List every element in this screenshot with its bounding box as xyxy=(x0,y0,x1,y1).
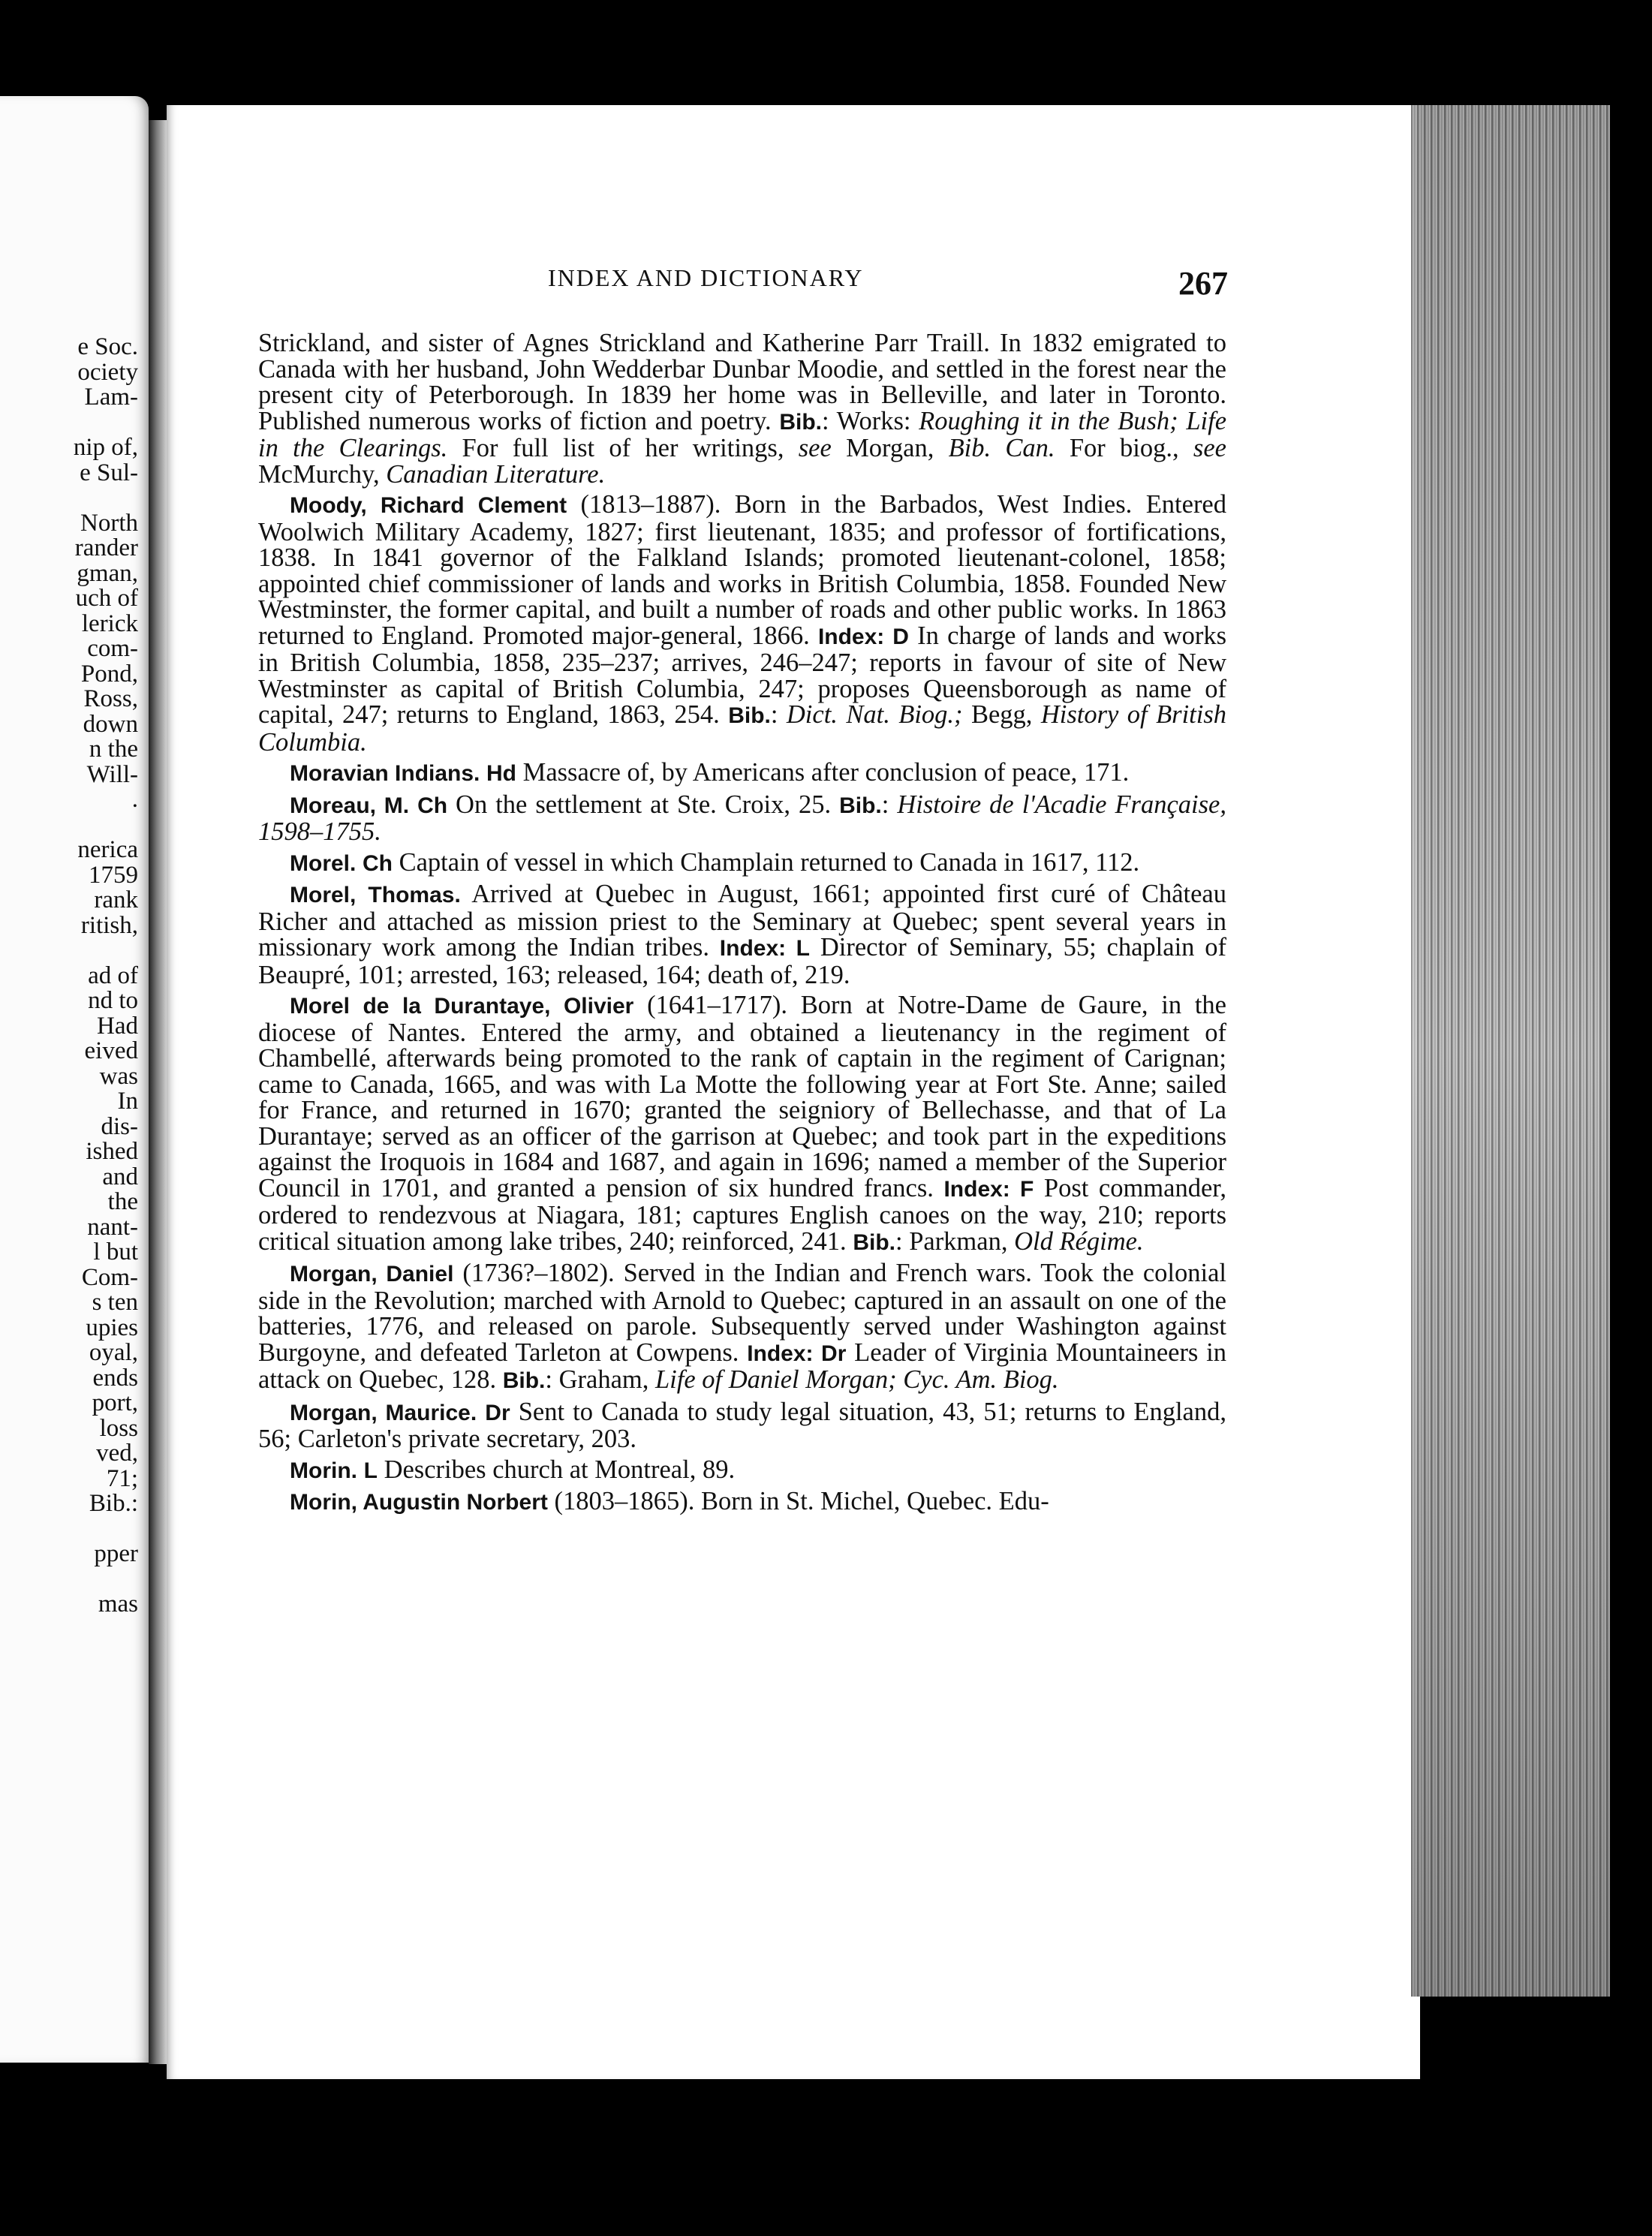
work-title: History of British Columbia. xyxy=(258,700,1226,757)
entry-text: : Parkman, xyxy=(895,1226,1015,1256)
left-page-line: rander xyxy=(74,534,138,561)
left-page-line: and xyxy=(102,1163,138,1190)
left-page-line: Lam- xyxy=(84,384,138,411)
left-page-line: gman, xyxy=(77,559,138,587)
headword: Moreau, M. xyxy=(290,793,410,818)
entry-text: (1641–1717). Born at Notre-Dame de Gaure, in the diocese of Nantes. Entered the army, and obtained a lieutenancy in the regiment of Chambellé, afterwards being promoted to the rank of captain in the regiment of Carignan; came to Canada, 1665, and was with La Motte the following year at Fort Ste. Anne; sailed for France, and returned in 1670; granted the seigniory of Bellechasse, and that of La Durantaye; served as an officer of the garrison at Quebec; and took part in the expeditions against the Iroquois in 1684 and 1687, and again in 1696; named a member of the Superior Council in 1701, and granted a pension of six hundred francs. xyxy=(258,991,1226,1202)
left-page-line: eived xyxy=(84,1037,138,1064)
left-page-line: North xyxy=(80,509,138,537)
entry-morin-augustin xyxy=(258,1488,1226,1516)
entry-text: Massacre of, by Americans after conclusion of peace, 171. xyxy=(516,758,1130,787)
entry-text: (1813–1887). Born in the Barbados, West Indies. Entered Woolwich Military Academy, 1827; first lieutenant, 1835; and professor of fortifications, 1838. In 1841 governor of the Falkland Islands; promoted lieutenant-colonel, 1858; appointed chief commissioner of lands and works in British Columbia, 1858. Founded New Westminster, the former capital, and built a number of roads and other public works. In 1863 returned to England. Promoted major-general, 1866. xyxy=(258,490,1226,650)
entry-text: Arrived at Quebec in August, 1661; appointed first curé of Château Richer and attached as mission priest to the Seminary at Quebec; spent several years in missionary work among the Indian tribes. xyxy=(258,880,1226,962)
headword: Morgan, Daniel xyxy=(290,1262,454,1287)
index-label: Index: L xyxy=(719,936,810,961)
left-page-line: . xyxy=(131,786,138,813)
entry-text: For biog., xyxy=(1055,434,1193,462)
left-page-line: n the xyxy=(89,736,138,763)
left-page-line xyxy=(0,813,138,838)
entry-text: Morgan, xyxy=(831,434,949,462)
entry-text: In charge of lands and works in British Columbia, 1858, 235–237; arrives, 246–247; reports in favour of site of New Westminster as capital of British Columbia, 247; proposes Queensborough as name of capital, 247; returns to England, 1863, 254. xyxy=(258,621,1227,729)
index-label: Index: D xyxy=(817,624,909,649)
volume-code: Hd xyxy=(486,761,517,786)
left-page-line: was xyxy=(99,1062,138,1090)
headword: Morgan, Maurice. xyxy=(290,1400,477,1425)
headword: Morin, Augustin Norbert xyxy=(290,1490,548,1515)
page-edge-shade xyxy=(1411,105,1610,1997)
volume-code: Dr xyxy=(485,1400,510,1425)
left-page-line: Ross, xyxy=(83,685,138,712)
left-page-line: l but xyxy=(93,1238,138,1265)
left-page-line: mas xyxy=(98,1590,138,1618)
work-title: Dict. Nat. Biog.; xyxy=(786,700,963,729)
left-page-line: lerick xyxy=(81,609,138,637)
left-page-line: rank xyxy=(94,886,138,913)
headword: Morel de la Durantaye, Olivier xyxy=(290,994,634,1019)
headword: Moody, Richard Clement xyxy=(290,493,567,518)
entry-moodie-continued xyxy=(258,330,1226,487)
entry-text: : Graham, xyxy=(545,1365,655,1394)
entry-morin xyxy=(258,1457,1226,1485)
left-page-line: pper xyxy=(94,1540,138,1567)
see-ref: see xyxy=(798,434,832,462)
left-page-line: e Soc. xyxy=(77,333,138,360)
left-page-line: ad of xyxy=(88,962,138,989)
left-page-line: oyal, xyxy=(89,1339,138,1366)
work-title: Roughing it in the Bush; Life in the Clearings. xyxy=(258,406,1227,462)
left-page-line: e Sul- xyxy=(80,459,138,486)
headword: Moravian Indians. xyxy=(290,761,480,786)
left-page-line: Had xyxy=(97,1012,138,1040)
entry-text: (1736?–1802). Served in the Indian and French wars. Took the colonial side in the Revolution; marched with Arnold to Quebec; captured in an assault on one of the batteries, 1776, and released on parole. Subsequently served under Washington against Burgoyne, and defeated Tarleton at Cowpens. xyxy=(258,1259,1226,1367)
left-page-line xyxy=(0,411,138,436)
entry-text: Begg, xyxy=(962,700,1041,729)
left-page-line: nerica xyxy=(77,836,138,863)
left-page-line: loss xyxy=(99,1414,138,1442)
entry-text: On the settlement at Ste. Croix, 25. xyxy=(447,790,840,819)
entry-text: : Works: xyxy=(822,406,919,435)
left-page-line: nip of, xyxy=(73,434,138,461)
entry-moravian-indians xyxy=(258,760,1226,787)
work-title: Old Régime. xyxy=(1014,1226,1144,1256)
entry-text: (1803–1865). Born in St. Michel, Quebec. Edu- xyxy=(547,1487,1049,1515)
work-title: Histoire de l'Acadie Française, 1598–1755. xyxy=(258,790,1226,846)
left-page-line: nd to xyxy=(88,987,138,1014)
index-label: Index: Dr xyxy=(747,1341,847,1366)
left-page-line: Will- xyxy=(86,760,138,788)
left-page-line xyxy=(0,938,138,964)
left-page-line: Com- xyxy=(81,1263,138,1291)
volume-code: L xyxy=(363,1458,378,1483)
work-title: Canadian Literature. xyxy=(386,459,606,489)
left-page-line: ved, xyxy=(96,1440,138,1467)
entry-text: Strickland, and sister of Agnes Strickland and Katherine Parr Traill. In 1832 emigrated to Canada with her husband, John Wedderbar Dunbar Moodie, and settled in the forest near the present city of Peterborough. In 1839 her home was in Belleville, and later in Toronto. Published numerous works of fiction and poetry. xyxy=(258,329,1226,435)
work-title: Bib. Can. xyxy=(948,434,1055,462)
page-number: 267 xyxy=(1178,265,1228,302)
entry-text: Describes church at Montreal, 89. xyxy=(377,1455,736,1484)
entry-text: Post commander, ordered to rendezvous at Niagara, 181; captures English canoes on the way, 210; reports critical situation among lake tribes, 240; reinforced, 241. xyxy=(258,1173,1226,1256)
bib-label: Bib. xyxy=(853,1229,895,1255)
bib-label: Bib. xyxy=(779,409,823,435)
left-page-line: 71; xyxy=(106,1464,138,1492)
entry-text: : xyxy=(770,700,787,729)
entry-morgan-maurice xyxy=(258,1399,1226,1452)
entry-morgan-daniel xyxy=(258,1260,1226,1395)
index-text xyxy=(258,330,1226,1516)
entry-morel xyxy=(258,847,1226,877)
left-page-line: port, xyxy=(92,1389,138,1416)
left-page-line: In xyxy=(117,1088,138,1115)
entry-text: Leader of Virginia Mountaineers in attack on Quebec, 128. xyxy=(258,1338,1226,1394)
left-page-line: ociety xyxy=(77,358,138,386)
headword: Morel, Thomas. xyxy=(290,883,461,907)
left-page-line: upies xyxy=(86,1314,138,1341)
left-page-line: s ten xyxy=(92,1289,138,1316)
entry-morel-thomas xyxy=(258,881,1226,988)
bib-label: Bib. xyxy=(839,793,882,818)
work-title: Life of Daniel Morgan; Cyc. Am. Biog. xyxy=(654,1365,1059,1394)
left-page-line: Bib.: xyxy=(89,1490,138,1517)
entry-morel-de-la-durantaye xyxy=(258,992,1226,1256)
left-page-line: ished xyxy=(86,1138,138,1165)
left-page-line: Pond, xyxy=(80,660,138,688)
left-page-line xyxy=(0,1567,138,1593)
left-page-fragments xyxy=(0,335,138,1618)
see-ref: see xyxy=(1193,434,1226,462)
entry-text: Captain of vessel in which Champlain returned to Canada in 1617, 112. xyxy=(392,847,1140,877)
headword: Morel. xyxy=(290,850,357,876)
volume-code: Ch xyxy=(417,793,448,818)
left-page-line: com- xyxy=(87,635,138,662)
left-page xyxy=(0,96,149,2063)
left-page-line: dis- xyxy=(101,1112,138,1140)
entry-text: Sent to Canada to study legal situation, 43, 51; returns to England, 56; Carleton's private secretary, 203. xyxy=(258,1397,1226,1453)
headword: Morin. xyxy=(290,1458,357,1483)
left-page-line: the xyxy=(107,1188,138,1215)
entry-moody xyxy=(258,492,1226,755)
book-gutter xyxy=(149,120,168,2064)
left-page-line xyxy=(0,1517,138,1542)
running-head: INDEX AND DICTIONARY xyxy=(548,264,864,291)
left-page-line: 1759 xyxy=(89,861,138,889)
entry-text: Director of Seminary, 55; chaplain of Beaupré, 101; arrested, 163; released, 164; death of, 219. xyxy=(258,933,1226,989)
left-page-line: ends xyxy=(92,1364,138,1392)
index-label: Index: F xyxy=(943,1176,1034,1202)
left-page-line: down xyxy=(83,710,138,738)
left-page-line xyxy=(0,486,138,511)
entry-moreau xyxy=(258,792,1226,845)
entry-text: : xyxy=(881,790,898,819)
left-page-line: ritish, xyxy=(80,911,138,939)
bib-label: Bib. xyxy=(502,1368,546,1393)
left-page-line: uch of xyxy=(75,585,138,612)
bib-label: Bib. xyxy=(728,703,771,728)
volume-code: Ch xyxy=(362,850,393,876)
left-page-line: nant- xyxy=(87,1213,138,1241)
entry-text: McMurchy, xyxy=(258,459,387,489)
entry-text: For full list of her writings, xyxy=(447,434,799,462)
